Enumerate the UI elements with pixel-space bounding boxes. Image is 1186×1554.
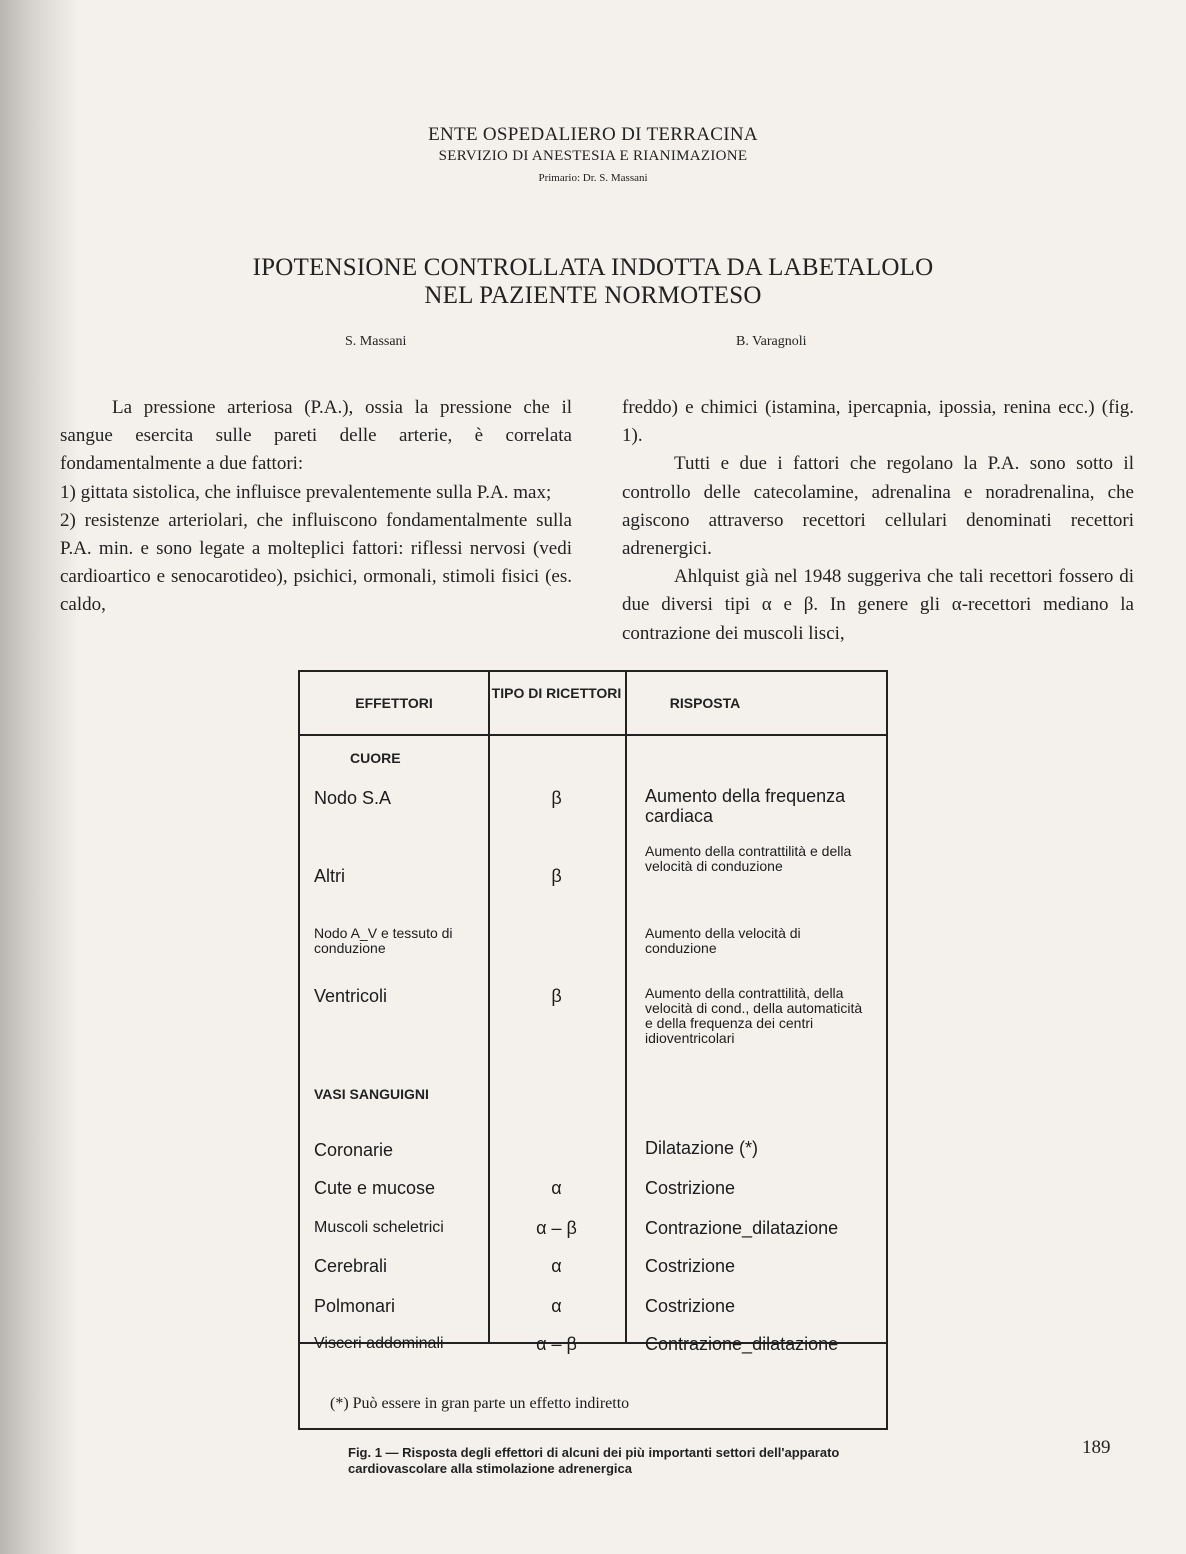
paragraph: La pressione arteriosa (P.A.), ossia la pressione che il sangue esercita sulle pareti delle arterie, è correlata fondamentalmente a due fattori: — [60, 397, 572, 475]
body-column-right — [622, 394, 1134, 648]
effector-cell: Cute e mucose — [314, 1178, 436, 1198]
effector-cell: Polmonari — [314, 1296, 396, 1316]
header-divider — [300, 734, 886, 736]
author-2: B. Varagnoli — [736, 334, 807, 349]
body-column-left — [60, 394, 572, 620]
receptor-cell: β — [551, 866, 562, 886]
institution-service: SERVIZIO DI ANESTESIA E RIANIMAZIONE — [438, 148, 748, 164]
receptor-cell: β — [551, 986, 562, 1006]
effector-cell: Altri — [314, 866, 345, 886]
page-number: 189 — [1082, 1437, 1111, 1458]
effector-cell: Visceri addominali — [314, 1335, 444, 1352]
author-1: S. Massani — [345, 334, 407, 349]
response-cell: Dilatazione (*) — [645, 1138, 759, 1158]
section-heart: CUORE — [350, 750, 401, 766]
table-header-effectors: EFFETTORI — [355, 695, 433, 711]
paragraph: Tutti e due i fattori che regolano la P.A. sono sotto il controllo delle catecolamine, adrenalina e noradrenalina, che agiscono attraverso recettori cellulari denominati recettori adrenergici. — [622, 453, 1134, 560]
response-cell: Contrazione_dilatazione — [645, 1218, 839, 1238]
effector-cell: Nodo A_V e tessuto di conduzione — [314, 925, 453, 956]
paragraph: freddo) e chimici (istamina, ipercapnia, ipossia, renina ecc.) (fig. 1). — [622, 397, 1134, 447]
receptor-cell: α – β — [536, 1218, 577, 1238]
page-spine-shadow — [0, 0, 80, 1554]
institution-head: Primario: Dr. S. Massani — [538, 172, 648, 184]
response-cell: Costrizione — [645, 1178, 736, 1198]
receptor-cell: β — [551, 788, 562, 808]
receptor-cell: α — [551, 1296, 562, 1316]
article-title-line2: NEL PAZIENTE NORMOTESO — [424, 282, 762, 309]
article-title-line1: IPOTENSIONE CONTROLLATA INDOTTA DA LABETALOLO — [252, 254, 934, 281]
response-cell: Aumento della contrattilità e della velocità di conduzione — [645, 843, 852, 874]
receptor-cell: α – β — [536, 1334, 577, 1354]
receptor-cell: α — [551, 1178, 562, 1198]
effector-cell: Cerebrali — [314, 1256, 388, 1276]
response-cell: Contrazione_dilatazione — [645, 1334, 839, 1354]
response-cell: Costrizione — [645, 1296, 736, 1316]
table-header-response: RISPOSTA — [669, 695, 741, 711]
column-divider — [625, 672, 627, 1342]
effector-cell: Ventricoli — [314, 986, 388, 1006]
list-item: 2) resistenze arteriolari, che influiscono fondamentalmente sulla P.A. min. e sono legate a molteplici fattori: riflessi nervosi (vedi cardioartico e senocarotideo), psichici, ormonali, stimoli fisici (es. caldo, — [60, 509, 572, 616]
section-vessels: VASI SANGUIGNI — [314, 1086, 429, 1102]
effector-cell: Coronarie — [314, 1140, 394, 1160]
response-cell: Aumento della contrattilità, della velocità di cond., della automaticità e della frequenza dei centri idioventricolari — [645, 985, 863, 1046]
receptor-cell: α — [551, 1256, 562, 1276]
list-item: 1) gittata sistolica, che influisce prevalentemente sulla P.A. max; — [60, 481, 552, 503]
institution-name: ENTE OSPEDALIERO DI TERRACINA — [428, 124, 758, 145]
table-header-receptors: TIPO DI RICETTORI — [491, 685, 622, 701]
table-footnote: (*) Può essere in gran parte un effetto indiretto — [330, 1395, 630, 1412]
paragraph: Ahlquist già nel 1948 suggeriva che tali recettori fossero di due diversi tipi α e β. In genere gli α-recettori mediano la contrazione dei muscoli lisci, — [622, 566, 1134, 644]
effector-cell: Muscoli scheletrici — [314, 1219, 444, 1236]
effector-cell: Nodo S.A — [314, 788, 392, 808]
receptor-table — [298, 670, 888, 1430]
figure-caption: Fig. 1 — Risposta degli effettori di alcuni dei più importanti settori dell'apparato cardiovascolare alla stimolazione adrenergica — [348, 1445, 840, 1476]
column-divider — [488, 672, 490, 1342]
response-cell: Costrizione — [645, 1256, 736, 1276]
response-cell: Aumento della frequenza cardiaca — [645, 786, 846, 826]
response-cell: Aumento della velocità di conduzione — [645, 925, 801, 956]
